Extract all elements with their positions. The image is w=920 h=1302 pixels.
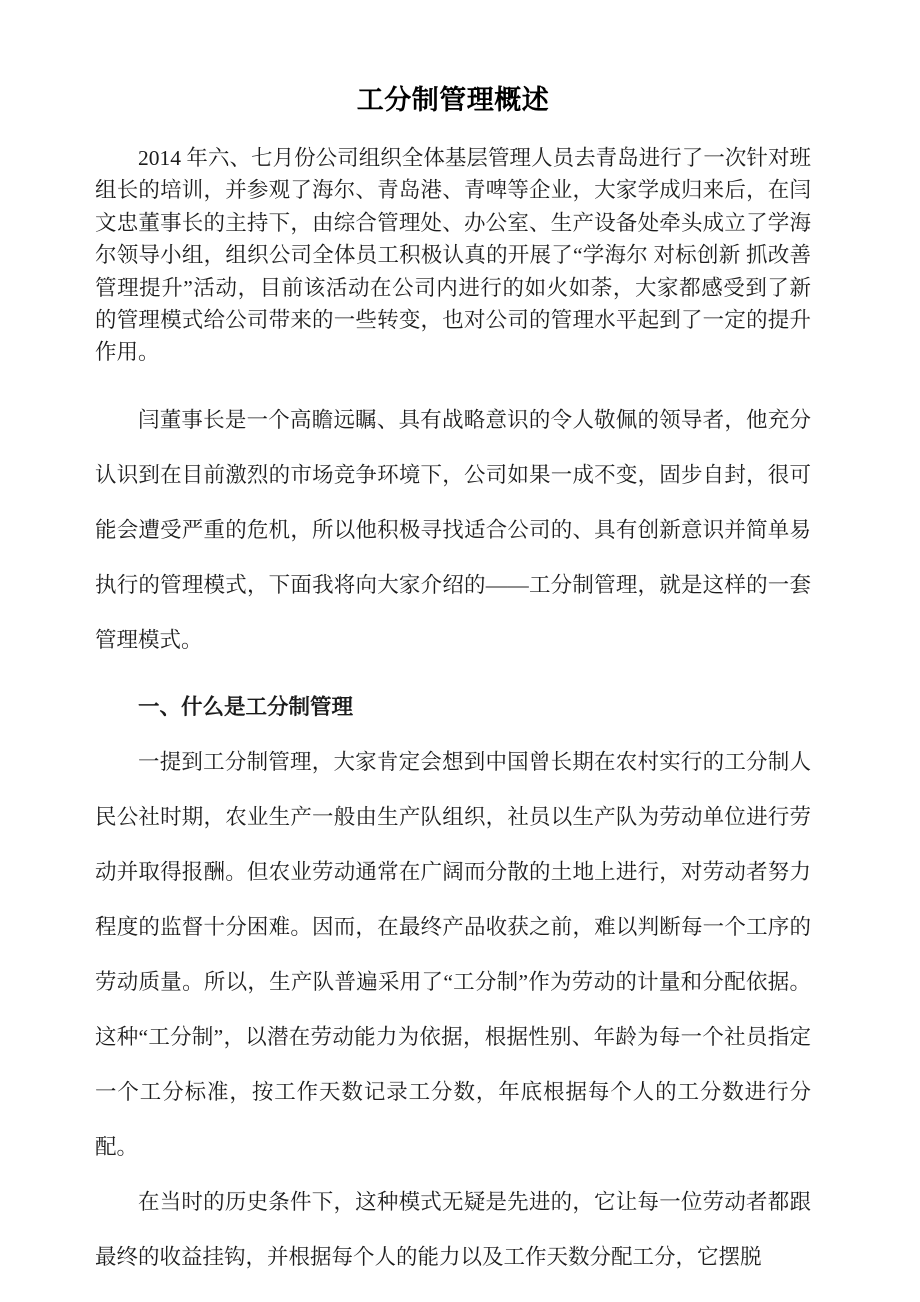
paragraph-intro: 2014 年六、七月份公司组织全体基层管理人员去青岛进行了一次针对班组长的培训，并参观了海尔、青岛港、青啤等企业，大家学成归来后，在闫文忠董事长的主持下，由综合管理处、办公室、生产设备处牵头成立了学海尔领导小组，组织公司全体员工积极认真的开展了“学海尔 对标创新 抓改善 管理提升”活动，目前该活动在公司内进行的如火如荼，大家都感受到了新的管理模式给公司带来的一些转变，也对公司的管理水平起到了一定的提升作用。 bbox=[95, 146, 811, 365]
paragraph-evaluation: 在当时的历史条件下，这种模式无疑是先进的，它让每一位劳动者都跟最终的收益挂钩，并根据每个人的能力以及工作天数分配工分，它摆脱 bbox=[95, 1189, 811, 1269]
paragraph-chairman: 闫董事长是一个高瞻远瞩、具有战略意识的令人敬佩的领导者，他充分认识到在目前激烈的市场竞争环境下，公司如果一成不变，固步自封，很可能会遭受严重的危机，所以他积极寻找适合公司的、具有创新意识并简单易执行的管理模式，下面我将向大家介绍的——工分制管理，就是这样的一套管理模式。 bbox=[95, 407, 811, 652]
section-heading-one: 一、什么是工分制管理 bbox=[138, 694, 354, 719]
paragraph-history: 一提到工分制管理，大家肯定会想到中国曾长期在农村实行的工分制人民公社时期，农业生产一般由生产队组织，社员以生产队为劳动单位进行劳动并取得报酬。但农业劳动通常在广阔而分散的土地上进行，对劳动者努力程度的监督十分困难。因而，在最终产品收获之前，难以判断每一个工序的劳动质量。所以，生产队普遍采用了“工分制”作为劳动的计量和分配依据。这种“工分制”，以潜在劳动能力为依据，根据性别、年龄为每一个社员指定一个工分标准，按工作天数记录工分数，年底根据每个人的工分数进行分配。 bbox=[95, 749, 811, 1159]
page-title: 工分制管理概述 bbox=[356, 85, 550, 116]
document-body bbox=[95, 0, 811, 1285]
